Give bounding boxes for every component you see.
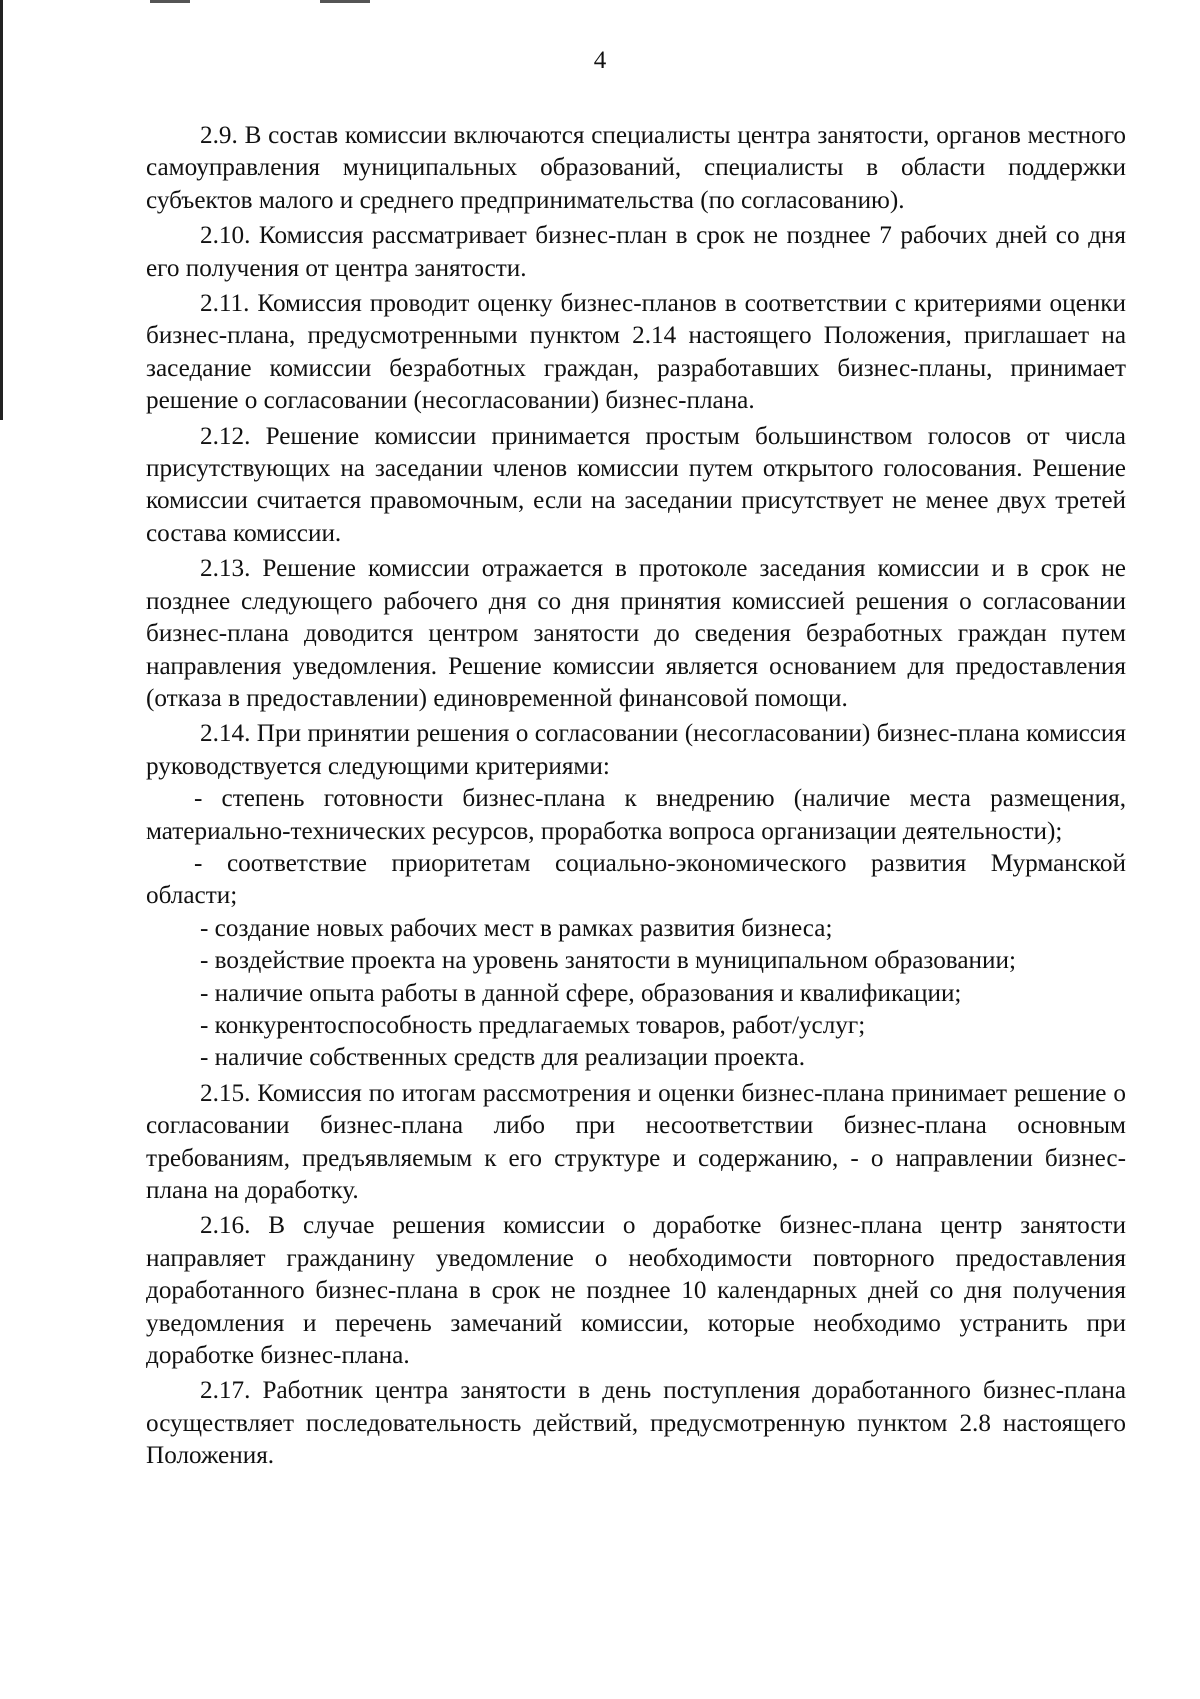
paragraph-2-12: 2.12. Решение комиссии принимается простым большинством голосов от числа присутствующих на заседании членов комиссии путем открытого голосования. Решение комиссии считается правомочным, если на заседании присутствует не менее двух третей состава комиссии. <box>146 422 1126 547</box>
paragraph-2-15: 2.15. Комиссия по итогам рассмотрения и оценки бизнес-плана принимает решение о согласовании бизнес-плана либо при несоответствии бизнес-плана основным требованиям, предъявляемым к его структуре и содержанию, - о направлении бизнес-плана на доработку. <box>146 1079 1126 1204</box>
scan-top-mark <box>320 0 370 3</box>
criteria-item: - наличие опыта работы в данной сфере, образования и квалификации; <box>200 979 962 1007</box>
criteria-item: - степень готовности бизнес-плана к внедрению (наличие места размещения, материально-технических ресурсов, проработка вопроса организации деятельности); <box>146 785 1126 845</box>
paragraph-2-10: 2.10. Комиссия рассматривает бизнес-план в срок не позднее 7 рабочих дней со дня его получения от центра занятости. <box>146 222 1126 282</box>
paragraph-2-14: 2.14. При принятии решения о согласовании (несогласовании) бизнес-плана комиссия руководствуется следующими критериями: <box>146 720 1126 780</box>
page-number: 4 <box>593 47 607 74</box>
paragraph-2-17: 2.17. Работник центра занятости в день поступления доработанного бизнес-плана осуществляет последовательность действий, предусмотренную пунктом 2.8 настоящего Положения. <box>146 1377 1126 1470</box>
criteria-item: - конкурентоспособность предлагаемых товаров, работ/услуг; <box>200 1011 866 1039</box>
paragraph-2-11: 2.11. Комиссия проводит оценку бизнес-планов в соответствии с критериями оценки бизнес-плана, предусмотренными пунктом 2.14 настоящего Положения, приглашает на заседание комиссии безработных граждан, разработавших бизнес-планы, принимает решение о согласовании (несогласовании) бизнес-плана. <box>146 290 1126 415</box>
criteria-item: - создание новых рабочих мест в рамках развития бизнеса; <box>200 914 833 942</box>
scan-top-mark <box>150 0 190 3</box>
paragraph-2-16: 2.16. В случае решения комиссии о доработке бизнес-плана центр занятости направляет гражданину уведомление о необходимости повторного предоставления доработанного бизнес-плана в срок не позднее 10 календарных дней со дня получения уведомления и перечень замечаний комиссии, которые необходимо устранить при доработке бизнес-плана. <box>146 1212 1126 1370</box>
paragraph-2-13: 2.13. Решение комиссии отражается в протоколе заседания комиссии и в срок не позднее следующего рабочего дня со дня принятия комиссией решения о согласовании бизнес-плана доводится центром занятости до сведения безработных граждан путем направления уведомления. Решение комиссии является основанием для предоставления (отказа в предоставлении) единовременной финансовой помощи. <box>146 555 1126 712</box>
document-body <box>146 120 1126 1473</box>
criteria-item: - соответствие приоритетам социально-экономического развития Мурманской области; <box>146 849 1126 910</box>
criteria-item: - воздействие проекта на уровень занятости в муниципальном образовании; <box>200 947 1016 975</box>
criteria-item: - наличие собственных средств для реализации проекта. <box>200 1044 806 1072</box>
paragraph-2-9: 2.9. В состав комиссии включаются специалисты центра занятости, органов местного самоуправления муниципальных образований, специалисты в области поддержки субъектов малого и среднего предпринимательства (по согласованию). <box>146 122 1126 214</box>
